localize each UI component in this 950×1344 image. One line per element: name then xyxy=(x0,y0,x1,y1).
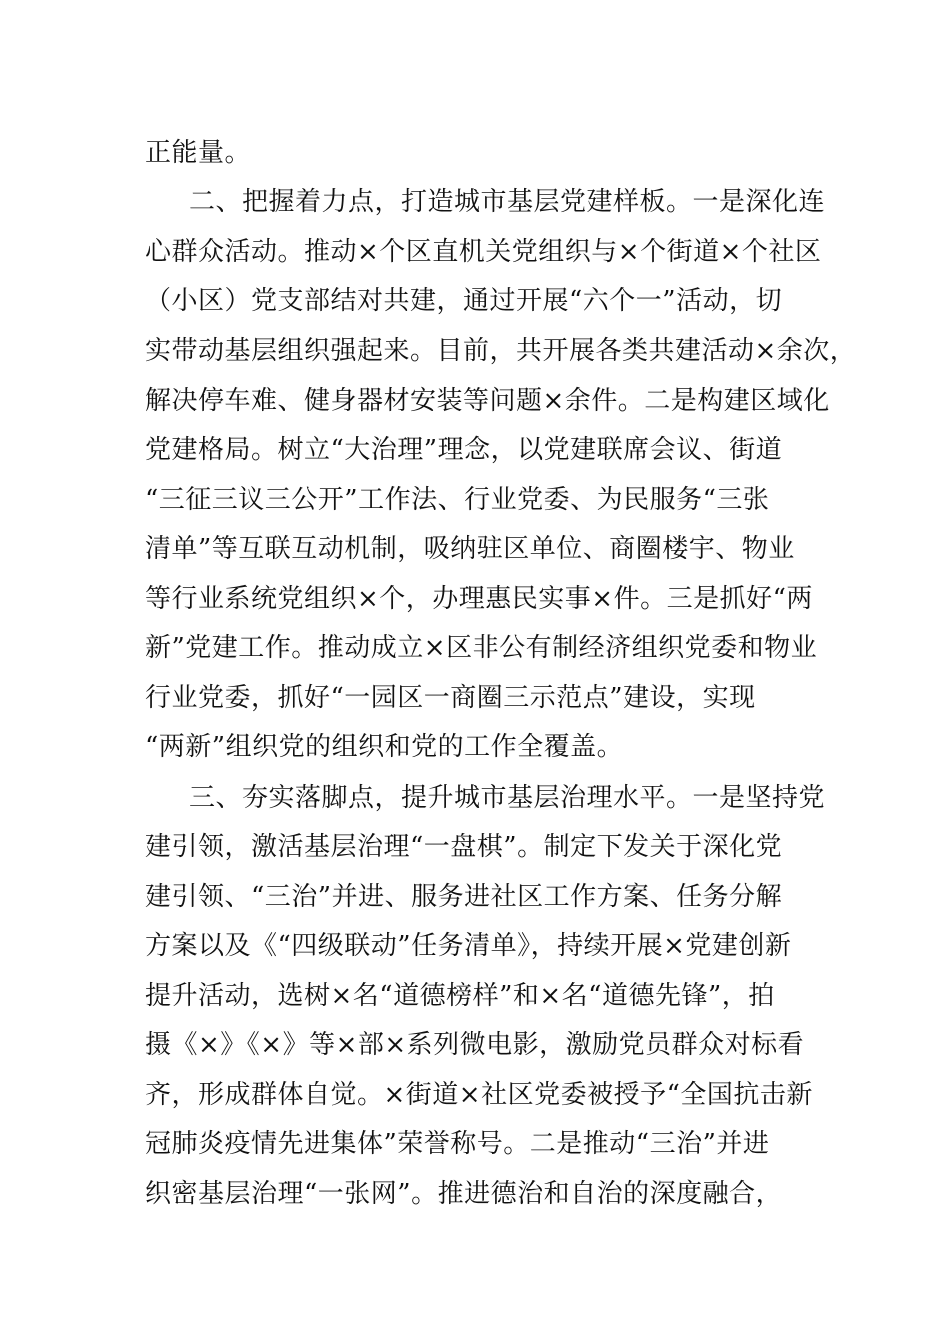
text-line: 织密基层治理“一张网”。推进德治和自治的深度融合， xyxy=(145,1179,783,1209)
text-line: 齐，形成群体自觉。×街道×社区党委被授予“全国抗击新 xyxy=(145,1080,813,1110)
text-line: 等行业系统党组织×个，办理惠民实事×件。三是抓好“两 xyxy=(145,584,813,614)
text-line: 三、夯实落脚点，提升城市基层治理水平。一是坚持党 xyxy=(189,783,826,813)
text-line: 心群众活动。推动×个区直机关党组织与×个街道×个社区 xyxy=(145,237,822,267)
text-line: 正能量。 xyxy=(145,138,252,168)
text-line: 建引领，激活基层治理“一盘棋”。制定下发关于深化党 xyxy=(145,832,783,862)
text-line: 提升活动，选树×名“道德榜样”和×名“道德先锋”，拍 xyxy=(145,981,775,1011)
text-line: 党建格局。树立“大治理”理念，以党建联席会议、街道 xyxy=(145,435,783,465)
text-line: 摄《×》《×》等×部×系列微电影，激励党员群众对标看 xyxy=(145,1030,805,1060)
text-line: 建引领、“三治”并进、服务进社区工作方案、任务分解 xyxy=(145,882,783,912)
text-line: 冠肺炎疫情先进集体”荣誉称号。二是推动“三治”并进 xyxy=(145,1129,770,1159)
text-line: 方案以及《“四级联动”任务清单》，持续开展×党建创新 xyxy=(145,931,792,961)
text-line: 新”党建工作。推动成立×区非公有制经济组织党委和物业 xyxy=(145,633,818,663)
text-line: 二、把握着力点，打造城市基层党建样板。一是深化连 xyxy=(189,187,826,217)
text-line: 行业党委，抓好“一园区一商圈三示范点”建设，实现 xyxy=(145,683,756,713)
text-line: 实带动基层组织强起来。目前，共开展各类共建活动×余次， xyxy=(145,336,857,366)
text-line: “三征三议三公开”工作法、行业党委、为民服务“三张 xyxy=(145,485,770,515)
text-line: “两新”组织党的组织和党的工作全覆盖。 xyxy=(145,732,624,762)
text-line: （小区）党支部结对共建，通过开展“六个一”活动，切 xyxy=(145,286,783,316)
text-line: 解决停车难、健身器材安装等问题×余件。二是构建区域化 xyxy=(145,386,830,416)
text-line: 清单”等互联互动机制，吸纳驻区单位、商圈楼宇、物业 xyxy=(145,534,795,564)
